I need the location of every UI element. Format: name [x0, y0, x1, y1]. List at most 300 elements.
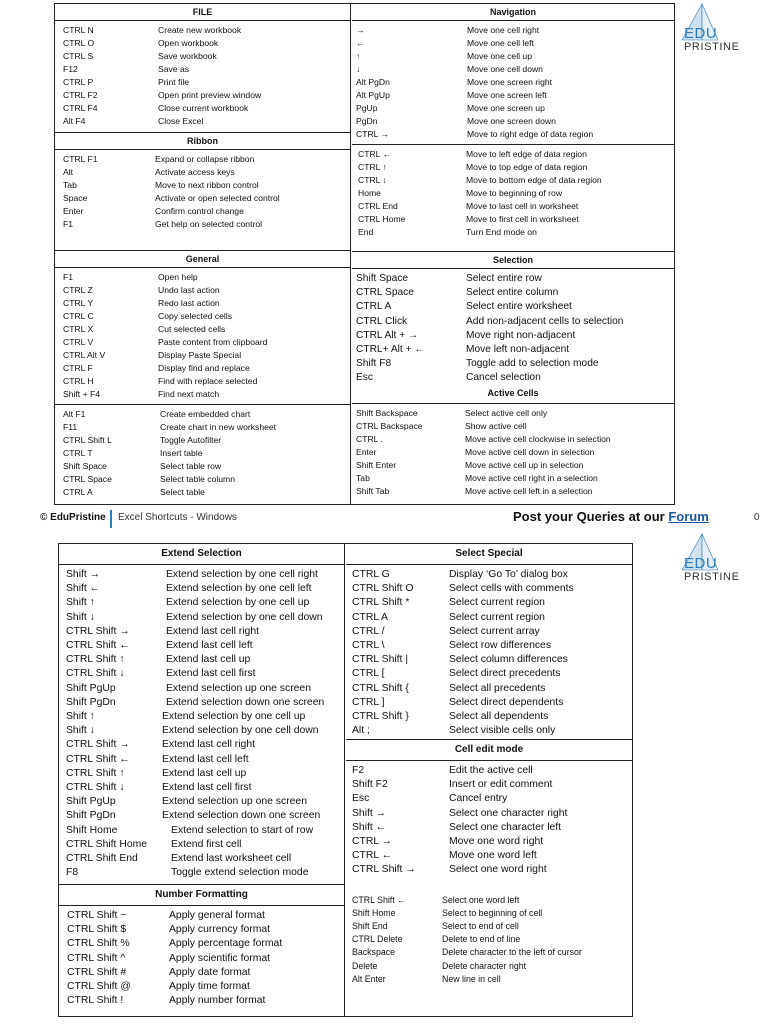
shortcut-description: Apply time format	[169, 981, 250, 993]
shortcut-row	[352, 115, 674, 128]
shortcut-row	[346, 792, 632, 806]
shortcut-description: Edit the active cell	[449, 765, 533, 776]
shortcut-description: Create chart in new worksheet	[160, 422, 277, 432]
shortcut-row	[55, 447, 350, 460]
active-cells-divider	[352, 403, 674, 404]
shortcut-description: Apply percentage format	[169, 938, 283, 950]
shortcut-description: Extend first cell	[171, 838, 242, 850]
general-divider	[55, 404, 350, 405]
shortcut-keys: Delete	[352, 960, 378, 971]
shortcut-description: Toggle Autofilter	[160, 435, 222, 445]
shortcut-description: Select one character right	[449, 807, 568, 819]
shortcut-keys: CTRL F2	[63, 90, 98, 100]
shortcut-keys: CTRL Shift ↑	[66, 767, 125, 779]
shortcut-description: Display ‘Go To’ dialog box	[449, 569, 568, 580]
shortcut-keys: Shift ↑	[66, 711, 95, 723]
shortcut-row	[346, 682, 632, 696]
shortcut-row	[55, 284, 350, 297]
shortcut-row	[59, 980, 344, 994]
shortcut-description: Print file	[158, 77, 190, 87]
shortcut-row	[55, 486, 350, 499]
shortcut-row	[352, 89, 674, 102]
shortcut-description: Move one screen down	[467, 116, 556, 126]
shortcut-row	[55, 460, 350, 473]
shortcut-keys: CTRL Shift ↑	[66, 654, 125, 666]
active-cells-title: Active Cells	[487, 387, 539, 398]
shortcut-keys: CTRL [	[352, 668, 385, 680]
edupristine-logo-2	[676, 530, 766, 600]
shortcut-description: Move to top edge of data region	[466, 162, 588, 172]
shortcut-description: Move one word left	[449, 850, 537, 862]
shortcut-description: Display find and replace	[158, 363, 250, 373]
shortcut-description: Extend selection to start of row	[171, 824, 314, 836]
extend-selection-list-c	[59, 824, 344, 881]
shortcut-description: Select direct dependents	[449, 696, 564, 708]
shortcut-description: Move active cell left in a selection	[465, 485, 593, 496]
shortcut-keys: CTRL /	[352, 625, 385, 637]
shortcut-row	[352, 329, 674, 343]
shortcut-description: Select entire worksheet	[466, 301, 572, 313]
shortcut-row	[346, 960, 632, 973]
shortcut-description: Extend last cell right	[162, 739, 255, 751]
shortcut-description: Close Excel	[158, 116, 204, 126]
shortcut-keys: CTRL+ Alt + ←	[356, 344, 425, 356]
shortcut-keys: CTRL \	[352, 640, 385, 652]
shortcut-row	[59, 767, 344, 781]
shortcut-keys: Esc	[356, 372, 373, 384]
shortcut-description: Select all precedents	[449, 682, 546, 694]
shortcut-description: Apply date format	[169, 966, 251, 978]
shortcut-keys: Shift Home	[352, 907, 396, 918]
navigation-title: Navigation	[352, 4, 674, 21]
logo-text-pristine-2: PRISTINE	[684, 571, 740, 583]
shortcut-row	[55, 375, 350, 388]
shortcut-keys: Shift ↓	[66, 611, 95, 623]
shortcut-description: Select column differences	[449, 654, 568, 666]
ribbon-title: Ribbon	[55, 133, 350, 150]
shortcut-description: Move to first cell in worksheet	[466, 214, 579, 224]
shortcut-row	[59, 866, 344, 880]
shortcut-keys: Shift ↓	[66, 725, 95, 737]
shortcut-keys: Shift ↑	[66, 597, 95, 609]
shortcut-keys: CTRL A	[63, 487, 93, 497]
shortcut-row	[55, 297, 350, 310]
shortcut-keys: Tab	[356, 472, 370, 483]
shortcut-keys: CTRL Shift ^	[67, 952, 126, 964]
shortcut-description: Extend selection by one cell down	[166, 611, 323, 623]
shortcut-row	[352, 286, 674, 300]
shortcut-row	[55, 205, 350, 218]
shortcut-keys: CTRL A	[352, 611, 388, 623]
shortcut-row	[55, 102, 350, 115]
shortcut-description: Select table row	[160, 461, 222, 471]
shortcut-description: Select entire row	[466, 273, 542, 284]
shortcut-description: Select entire column	[466, 287, 559, 299]
shortcut-row	[55, 336, 350, 349]
shortcut-description: Cut selected cells	[158, 324, 226, 334]
shortcut-keys: CTRL ↓	[358, 175, 387, 185]
shortcut-description: Find next match	[158, 389, 220, 399]
shortcut-description: Delete character right	[442, 960, 527, 971]
shortcut-description: Apply number format	[169, 995, 266, 1007]
extend-selection-title: Extend Selection	[59, 544, 344, 565]
general-list-a	[55, 268, 350, 401]
shortcut-row	[352, 315, 674, 329]
shortcut-row	[59, 667, 344, 681]
shortcut-row	[352, 472, 674, 485]
shortcut-row	[352, 37, 674, 50]
shortcut-row	[59, 966, 344, 980]
logo-text-edu-2: EDU	[684, 555, 718, 572]
forum-cta-text: Post your Queries at our	[513, 509, 669, 524]
shortcut-keys: Shift Backspace	[356, 407, 418, 418]
shortcut-keys: CTRL Shift !	[67, 995, 124, 1007]
shortcut-keys: CTRL Shift →	[352, 864, 416, 876]
edupristine-logo	[676, 0, 766, 70]
shortcut-row	[55, 37, 350, 50]
shortcut-row	[346, 710, 632, 724]
shortcut-row	[352, 485, 674, 498]
shortcut-keys: ↑	[356, 51, 361, 61]
selection-section	[352, 252, 674, 504]
shortcut-description: Move to next ribbon control	[155, 180, 259, 190]
shortcut-keys: Shift ←	[352, 821, 387, 833]
shortcut-keys: Space	[63, 193, 88, 203]
file-title: FILE	[55, 4, 350, 21]
cell-edit-mode-list-a	[346, 761, 632, 878]
shortcut-row	[55, 421, 350, 434]
shortcut-description: Extend last cell left	[166, 640, 253, 652]
shortcut-keys: CTRL Shift →	[66, 625, 130, 637]
shortcut-description: Select to beginning of cell	[442, 907, 543, 918]
shortcut-description: Select row differences	[449, 640, 552, 652]
shortcut-row	[352, 371, 674, 385]
shortcut-row	[59, 682, 344, 696]
shortcut-description: Save as	[158, 64, 190, 74]
shortcut-row	[346, 835, 632, 849]
shortcut-row	[55, 310, 350, 323]
shortcut-keys: Shift F8	[356, 358, 392, 370]
shortcut-description: Show active cell	[465, 420, 527, 431]
shortcut-description: Move active cell down in selection	[465, 446, 595, 457]
shortcut-keys: CTRL ]	[352, 696, 385, 708]
shortcut-row	[59, 596, 344, 610]
shortcut-keys: Shift F2	[352, 779, 388, 791]
shortcut-row	[59, 952, 344, 966]
shortcut-description: Move one screen right	[467, 77, 553, 87]
shortcut-row	[346, 724, 632, 738]
shortcut-keys: End	[358, 227, 374, 237]
shortcut-row	[55, 153, 350, 166]
shortcut-keys: CTRL Z	[63, 285, 93, 295]
shortcut-row	[346, 596, 632, 610]
navigation-divider	[352, 144, 674, 145]
shortcut-description: Move to left edge of data region	[466, 149, 587, 159]
shortcut-row	[346, 933, 632, 946]
shortcut-row	[352, 433, 674, 446]
active-cells-list	[352, 407, 674, 498]
shortcut-row	[346, 973, 632, 986]
shortcut-keys: Shift Space	[63, 461, 107, 471]
shortcut-row	[352, 63, 674, 76]
cell-edit-mode-section	[346, 740, 632, 1016]
shortcut-keys: CTRL Alt V	[63, 350, 106, 360]
shortcut-row	[55, 115, 350, 128]
shortcut-row	[346, 807, 632, 821]
select-special-title: Select Special	[346, 544, 632, 565]
shortcut-row	[55, 63, 350, 76]
shortcut-row	[352, 24, 674, 37]
shortcut-description: Cancel selection	[466, 372, 541, 384]
shortcut-description: Delete character to the left of cursor	[442, 947, 582, 958]
shortcut-row	[55, 323, 350, 336]
shortcut-row	[346, 778, 632, 792]
file-list	[55, 21, 350, 128]
right-column	[352, 4, 674, 504]
shortcut-row	[59, 582, 344, 596]
shortcut-keys: CTRL H	[63, 376, 94, 386]
shortcut-keys: CTRL Shift ←	[66, 640, 130, 652]
shortcut-keys: F12	[63, 64, 78, 74]
shortcut-keys: CTRL Shift ~	[67, 910, 127, 921]
shortcut-keys: CTRL .	[356, 433, 383, 444]
shortcut-description: Extend selection by one cell right	[166, 569, 318, 580]
shortcut-keys: Alt	[63, 167, 74, 177]
shortcut-row	[55, 218, 350, 231]
shortcut-row	[346, 764, 632, 778]
shortcut-row	[59, 824, 344, 838]
shortcut-row	[346, 946, 632, 959]
shortcut-description: Extend selection by one cell up	[166, 597, 310, 609]
shortcut-keys: CTRL X	[63, 324, 94, 334]
shortcut-keys: ←	[356, 38, 365, 48]
shortcut-description: Toggle extend selection mode	[171, 867, 309, 879]
extend-selection-section	[59, 544, 344, 885]
shortcut-keys: PgUp	[356, 103, 378, 113]
shortcut-keys: CTRL T	[63, 448, 93, 458]
general-title: General	[55, 251, 350, 268]
shortcut-row	[352, 102, 674, 115]
shortcut-keys: CTRL ←	[352, 850, 393, 862]
shortcut-description: Display Paste Special	[158, 350, 242, 360]
shortcut-row	[346, 863, 632, 877]
shortcut-keys: CTRL C	[63, 311, 94, 321]
shortcut-description: Select cells with comments	[449, 583, 574, 595]
shortcut-description: Open workbook	[158, 38, 219, 48]
shortcut-keys: CTRL F1	[63, 154, 98, 164]
shortcut-description: Select to end of cell	[442, 921, 519, 932]
shortcut-description: Extend last cell up	[162, 767, 247, 779]
shortcut-row	[352, 200, 674, 213]
shortcut-row	[55, 192, 350, 205]
shortcut-keys: CTRL Shift $	[67, 924, 127, 936]
shortcut-description: Close current workbook	[158, 103, 249, 113]
shortcut-keys: Shift PgUp	[66, 796, 116, 808]
shortcut-description: Add non-adjacent cells to selection	[466, 315, 624, 327]
shortcut-row	[55, 76, 350, 89]
shortcut-description: Move to right edge of data region	[467, 129, 594, 139]
shortcut-row	[59, 852, 344, 866]
footer-divider	[110, 510, 112, 528]
shortcut-keys: Backspace	[352, 947, 396, 958]
shortcut-keys: CTRL Shift @	[67, 981, 131, 993]
shortcut-keys: Enter	[356, 446, 377, 457]
shortcut-description: Expand or collapse ribbon	[155, 154, 255, 164]
shortcut-row	[346, 696, 632, 710]
shortcut-keys: Alt PgUp	[356, 90, 390, 100]
extend-selection-list-b	[59, 710, 344, 824]
shortcut-row	[352, 187, 674, 200]
shortcut-description: Apply scientific format	[169, 952, 271, 964]
shortcut-row	[55, 50, 350, 63]
shortcut-keys: CTRL F	[63, 363, 93, 373]
right-column-2	[346, 544, 632, 1016]
shortcut-row	[55, 388, 350, 401]
shortcut-row	[346, 582, 632, 596]
shortcut-description: Extend selection by one cell up	[162, 711, 306, 723]
shortcut-keys: CTRL A	[356, 301, 392, 313]
shortcut-description: Turn End mode on	[466, 227, 537, 237]
shortcut-description: Select current region	[449, 597, 545, 609]
shortcut-keys: Alt Enter	[352, 973, 386, 984]
shortcut-description: Select one word right	[449, 864, 547, 876]
shortcut-row	[59, 738, 344, 752]
shortcut-row	[352, 300, 674, 314]
shortcut-row	[352, 213, 674, 226]
forum-link[interactable]: Forum	[668, 509, 709, 524]
shortcut-description: Select table	[160, 487, 205, 497]
shortcut-row	[346, 611, 632, 625]
shortcut-keys: F1	[63, 272, 74, 282]
shortcut-description: Find with replace selected	[158, 376, 258, 386]
shortcut-description: Open help	[158, 272, 198, 282]
shortcut-keys: Alt PgDn	[356, 77, 390, 87]
shortcut-row	[352, 272, 674, 286]
shortcut-description: Move one cell left	[467, 38, 534, 48]
shortcut-row	[346, 907, 632, 920]
shortcut-description: Redo last action	[158, 298, 220, 308]
shortcut-keys: Home	[358, 188, 381, 198]
shortcut-row	[55, 24, 350, 37]
ribbon-list	[55, 150, 350, 231]
shortcut-row	[55, 408, 350, 421]
shortcut-keys: CTRL Shift ↓	[66, 668, 125, 680]
shortcut-row	[55, 179, 350, 192]
shortcut-description: Select visible cells only	[449, 725, 556, 737]
shortcut-row	[346, 639, 632, 653]
shortcut-description: Cancel entry	[449, 793, 508, 805]
shortcut-keys: F1	[63, 219, 74, 229]
shortcut-description: Move left non-adjacent	[466, 344, 570, 356]
shortcut-description: Activate access keys	[155, 167, 235, 177]
shortcut-keys: CTRL N	[63, 25, 94, 35]
shortcut-description: Insert or edit comment	[449, 779, 553, 791]
shortcut-description: Create embedded chart	[160, 409, 251, 419]
shortcut-row	[59, 753, 344, 767]
shortcut-keys: Shift + F4	[63, 389, 101, 399]
shortcut-description: Create new workbook	[158, 25, 242, 35]
shortcut-keys: CTRL Shift |	[352, 654, 409, 666]
logo-text-pristine: PRISTINE	[684, 41, 740, 53]
page-2-sheet	[58, 543, 633, 1017]
shortcut-description: Move active cell right in a selection	[465, 472, 598, 483]
shortcut-description: Move to last cell in worksheet	[466, 201, 579, 211]
shortcut-description: Move right non-adjacent	[466, 329, 576, 341]
shortcut-keys: CTRL Shift *	[352, 597, 410, 609]
shortcut-keys: F2	[352, 765, 365, 776]
shortcut-keys: Enter	[63, 206, 84, 216]
shortcut-keys: CTRL P	[63, 77, 94, 87]
shortcut-row	[352, 459, 674, 472]
shortcut-row	[59, 724, 344, 738]
shortcut-row	[352, 420, 674, 433]
ribbon-section	[55, 133, 350, 251]
shortcut-description: Confirm control change	[155, 206, 244, 216]
shortcut-row	[352, 446, 674, 459]
number-formatting-title: Number Formatting	[59, 885, 344, 906]
navigation-list-b	[352, 148, 674, 239]
shortcut-row	[59, 611, 344, 625]
shortcut-description: Copy selected cells	[158, 311, 233, 321]
shortcut-row	[55, 362, 350, 375]
extend-selection-list-a	[59, 565, 344, 710]
shortcut-description: Apply currency format	[169, 924, 271, 936]
shortcut-row	[59, 653, 344, 667]
shortcut-keys: CTRL Shift End	[66, 853, 138, 865]
shortcut-keys: CTRL Shift }	[352, 711, 409, 723]
shortcut-row	[352, 357, 674, 371]
shortcut-description: Move one screen up	[467, 103, 545, 113]
shortcut-row	[346, 653, 632, 667]
shortcut-keys: F8	[66, 867, 79, 879]
left-column-2	[59, 544, 345, 1016]
file-section	[55, 4, 350, 133]
logo-text-edu: EDU	[684, 25, 718, 42]
shortcut-description: Paste content from clipboard	[158, 337, 268, 347]
shortcut-keys: CTRL Shift Home	[66, 838, 148, 850]
shortcut-description: Extend selection by one cell down	[162, 725, 319, 737]
shortcut-keys: Shift Space	[356, 273, 409, 284]
shortcut-description: Move one cell down	[467, 64, 543, 74]
select-special-section	[346, 544, 632, 740]
shortcut-keys: Shift Home	[66, 824, 118, 836]
left-column	[55, 4, 351, 504]
navigation-section	[352, 4, 674, 252]
shortcut-description: Move to bottom edge of data region	[466, 175, 602, 185]
shortcut-row	[59, 937, 344, 951]
shortcut-row	[59, 625, 344, 639]
shortcut-keys: Shift →	[66, 569, 101, 580]
shortcut-row	[59, 809, 344, 823]
shortcut-keys: CTRL Backspace	[356, 420, 423, 431]
shortcut-keys: CTRL Y	[63, 298, 94, 308]
shortcut-keys: CTRL G	[352, 569, 390, 580]
shortcut-keys: Shift PgDn	[66, 696, 116, 708]
shortcut-description: Get help on selected control	[155, 219, 263, 229]
shortcut-keys: F11	[63, 422, 78, 432]
shortcut-keys: CTRL S	[63, 51, 94, 61]
shortcut-description: Select active cell only	[465, 407, 548, 418]
shortcut-keys: Shift →	[352, 807, 387, 819]
shortcut-description: Extend last cell first	[166, 668, 256, 680]
shortcut-keys: Shift PgUp	[66, 682, 116, 694]
shortcut-keys: →	[356, 25, 365, 35]
shortcut-row	[59, 781, 344, 795]
shortcut-row	[352, 50, 674, 63]
shortcut-row	[346, 821, 632, 835]
shortcut-description: Apply general format	[169, 910, 265, 921]
shortcut-description: Select current array	[449, 625, 540, 637]
